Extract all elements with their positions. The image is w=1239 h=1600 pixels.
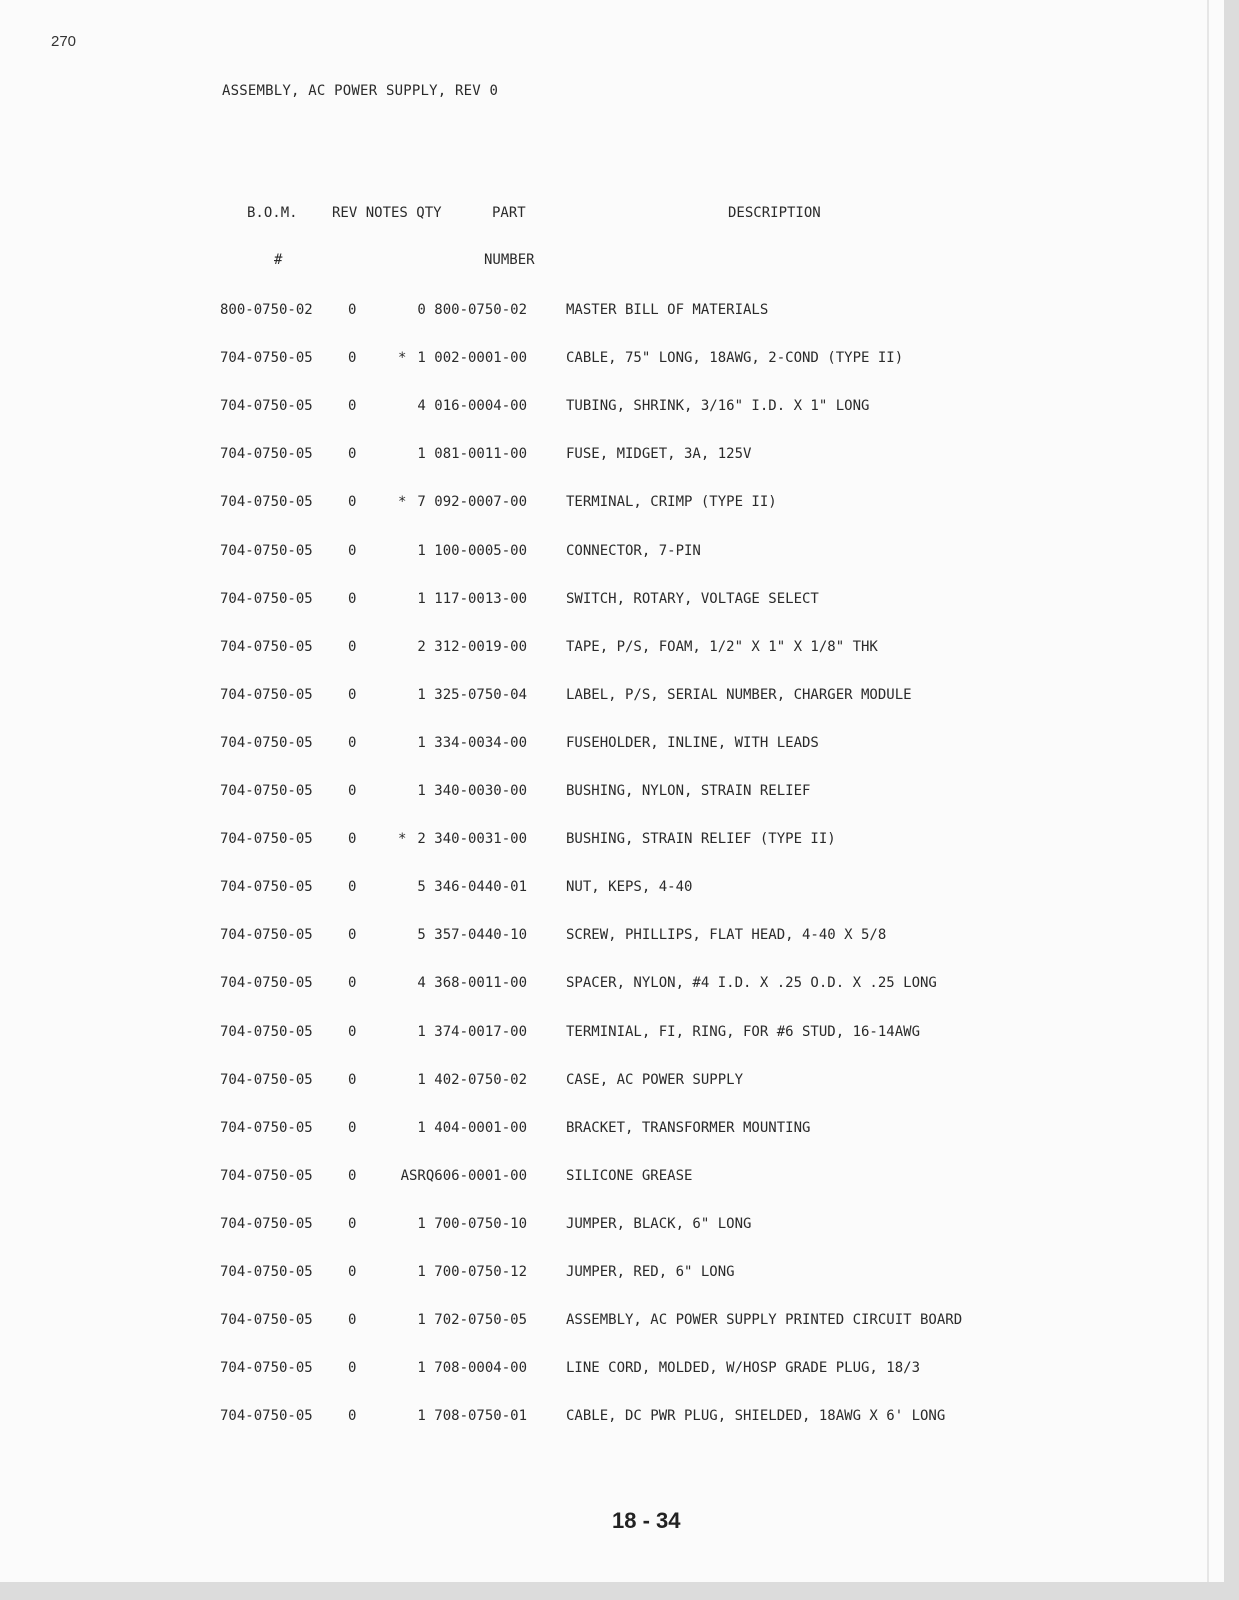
bom-number-cell: 704-0750-05: [220, 1408, 313, 1424]
bom-number-cell: 704-0750-05: [220, 1312, 313, 1328]
rev-cell: 0: [348, 1312, 357, 1328]
description-cell: SPACER, NYLON, #4 I.D. X .25 O.D. X .25 LONG: [566, 975, 937, 991]
bom-number-cell: 704-0750-05: [220, 350, 313, 366]
rev-cell: 0: [348, 831, 357, 847]
description-cell: FUSE, MIDGET, 3A, 125V: [566, 446, 752, 462]
header-part: PART: [492, 205, 526, 221]
rev-cell: 0: [348, 975, 357, 991]
description-cell: NUT, KEPS, 4-40: [566, 879, 693, 895]
qty-part-number-cell: 1 404-0001-00: [417, 1120, 527, 1136]
qty-part-number-cell: 1 374-0017-00: [417, 1024, 527, 1040]
qty-part-number-cell: 1 117-0013-00: [417, 591, 527, 607]
bom-number-cell: 704-0750-05: [220, 1072, 313, 1088]
bom-number-cell: 704-0750-05: [220, 1024, 313, 1040]
qty-part-number-cell: 1 334-0034-00: [417, 735, 527, 751]
header-bom: B.O.M.: [247, 205, 298, 221]
description-cell: MASTER BILL OF MATERIALS: [566, 302, 769, 318]
document-title: ASSEMBLY, AC POWER SUPPLY, REV 0: [222, 83, 499, 99]
rev-cell: 0: [348, 302, 357, 318]
description-cell: TUBING, SHRINK, 3/16" I.D. X 1" LONG: [566, 398, 870, 414]
description-cell: JUMPER, RED, 6" LONG: [566, 1264, 735, 1280]
description-cell: LINE CORD, MOLDED, W/HOSP GRADE PLUG, 18/3: [566, 1360, 921, 1376]
description-cell: FUSEHOLDER, INLINE, WITH LEADS: [566, 735, 819, 751]
rev-cell: 0: [348, 494, 357, 510]
bom-number-cell: 704-0750-05: [220, 446, 313, 462]
bom-number-cell: 704-0750-05: [220, 879, 313, 895]
bom-number-cell: 704-0750-05: [220, 831, 313, 847]
bom-number-cell: 704-0750-05: [220, 927, 313, 943]
rev-cell: 0: [348, 879, 357, 895]
qty-part-number-cell: 4 016-0004-00: [417, 398, 527, 414]
qty-part-number-cell: 1 700-0750-10: [417, 1216, 527, 1232]
description-cell: JUMPER, BLACK, 6" LONG: [566, 1216, 752, 1232]
header-rev-notes-qty: REV NOTES QTY: [332, 205, 442, 221]
bom-number-cell: 704-0750-05: [220, 687, 313, 703]
qty-part-number-cell: ASRQ606-0001-00: [400, 1168, 527, 1184]
bom-number-cell: 704-0750-05: [220, 1216, 313, 1232]
rev-cell: 0: [348, 398, 357, 414]
description-cell: TERMINAL, CRIMP (TYPE II): [566, 494, 777, 510]
qty-part-number-cell: 1 100-0005-00: [417, 543, 527, 559]
qty-part-number-cell: 1 708-0750-01: [417, 1408, 527, 1424]
bom-number-cell: 704-0750-05: [220, 494, 313, 510]
rev-cell: 0: [348, 735, 357, 751]
qty-part-number-cell: 1 002-0001-00: [417, 350, 527, 366]
rev-cell: 0: [348, 1072, 357, 1088]
header-description: DESCRIPTION: [728, 205, 821, 221]
bom-number-cell: 704-0750-05: [220, 783, 313, 799]
page-footer-number: 18 - 34: [612, 1508, 681, 1533]
page-edge: [1207, 0, 1209, 1582]
qty-part-number-cell: 0 800-0750-02: [417, 302, 527, 318]
qty-part-number-cell: 1 700-0750-12: [417, 1264, 527, 1280]
note-cell: *: [398, 831, 407, 847]
rev-cell: 0: [348, 1024, 357, 1040]
rev-cell: 0: [348, 543, 357, 559]
qty-part-number-cell: 5 357-0440-10: [417, 927, 527, 943]
qty-part-number-cell: 5 346-0440-01: [417, 879, 527, 895]
bom-number-cell: 704-0750-05: [220, 639, 313, 655]
bom-number-cell: 704-0750-05: [220, 1264, 313, 1280]
qty-part-number-cell: 1 340-0030-00: [417, 783, 527, 799]
description-cell: SILICONE GREASE: [566, 1168, 693, 1184]
rev-cell: 0: [348, 1408, 357, 1424]
bom-number-cell: 704-0750-05: [220, 975, 313, 991]
description-cell: TERMINIAL, FI, RING, FOR #6 STUD, 16-14AWG: [566, 1024, 921, 1040]
description-cell: BUSHING, STRAIN RELIEF (TYPE II): [566, 831, 836, 847]
bom-number-cell: 704-0750-05: [220, 398, 313, 414]
description-cell: LABEL, P/S, SERIAL NUMBER, CHARGER MODULE: [566, 687, 912, 703]
qty-part-number-cell: 1 325-0750-04: [417, 687, 527, 703]
qty-part-number-cell: 2 312-0019-00: [417, 639, 527, 655]
bom-number-cell: 800-0750-02: [220, 302, 313, 318]
bom-number-cell: 704-0750-05: [220, 591, 313, 607]
description-cell: BRACKET, TRANSFORMER MOUNTING: [566, 1120, 811, 1136]
rev-cell: 0: [348, 1360, 357, 1376]
description-cell: BUSHING, NYLON, STRAIN RELIEF: [566, 783, 811, 799]
bom-number-cell: 704-0750-05: [220, 1120, 313, 1136]
description-cell: SCREW, PHILLIPS, FLAT HEAD, 4-40 X 5/8: [566, 927, 887, 943]
description-cell: CONNECTOR, 7-PIN: [566, 543, 701, 559]
bom-number-cell: 704-0750-05: [220, 543, 313, 559]
description-cell: ASSEMBLY, AC POWER SUPPLY PRINTED CIRCUIT BOARD: [566, 1312, 963, 1328]
description-cell: CABLE, 75" LONG, 18AWG, 2-COND (TYPE II): [566, 350, 904, 366]
rev-cell: 0: [348, 927, 357, 943]
qty-part-number-cell: 2 340-0031-00: [417, 831, 527, 847]
description-cell: TAPE, P/S, FOAM, 1/2" X 1" X 1/8" THK: [566, 639, 878, 655]
rev-cell: 0: [348, 1264, 357, 1280]
qty-part-number-cell: 1 702-0750-05: [417, 1312, 527, 1328]
bom-number-cell: 704-0750-05: [220, 1168, 313, 1184]
rev-cell: 0: [348, 639, 357, 655]
description-cell: SWITCH, ROTARY, VOLTAGE SELECT: [566, 591, 819, 607]
rev-cell: 0: [348, 446, 357, 462]
rev-cell: 0: [348, 1120, 357, 1136]
note-cell: *: [398, 494, 407, 510]
qty-part-number-cell: 1 402-0750-02: [417, 1072, 527, 1088]
bom-number-cell: 704-0750-05: [220, 735, 313, 751]
header-part-number: NUMBER: [484, 252, 535, 268]
bom-number-cell: 704-0750-05: [220, 1360, 313, 1376]
description-cell: CASE, AC POWER SUPPLY: [566, 1072, 744, 1088]
rev-cell: 0: [348, 1168, 357, 1184]
qty-part-number-cell: 1 708-0004-00: [417, 1360, 527, 1376]
rev-cell: 0: [348, 783, 357, 799]
rev-cell: 0: [348, 591, 357, 607]
note-cell: *: [398, 350, 407, 366]
rev-cell: 0: [348, 350, 357, 366]
qty-part-number-cell: 1 081-0011-00: [417, 446, 527, 462]
rev-cell: 0: [348, 1216, 357, 1232]
qty-part-number-cell: 7 092-0007-00: [417, 494, 527, 510]
header-bom-number-sign: #: [274, 252, 283, 268]
rev-cell: 0: [348, 687, 357, 703]
qty-part-number-cell: 4 368-0011-00: [417, 975, 527, 991]
margin-page-number: 270: [51, 33, 77, 50]
description-cell: CABLE, DC PWR PLUG, SHIELDED, 18AWG X 6' LONG: [566, 1408, 946, 1424]
